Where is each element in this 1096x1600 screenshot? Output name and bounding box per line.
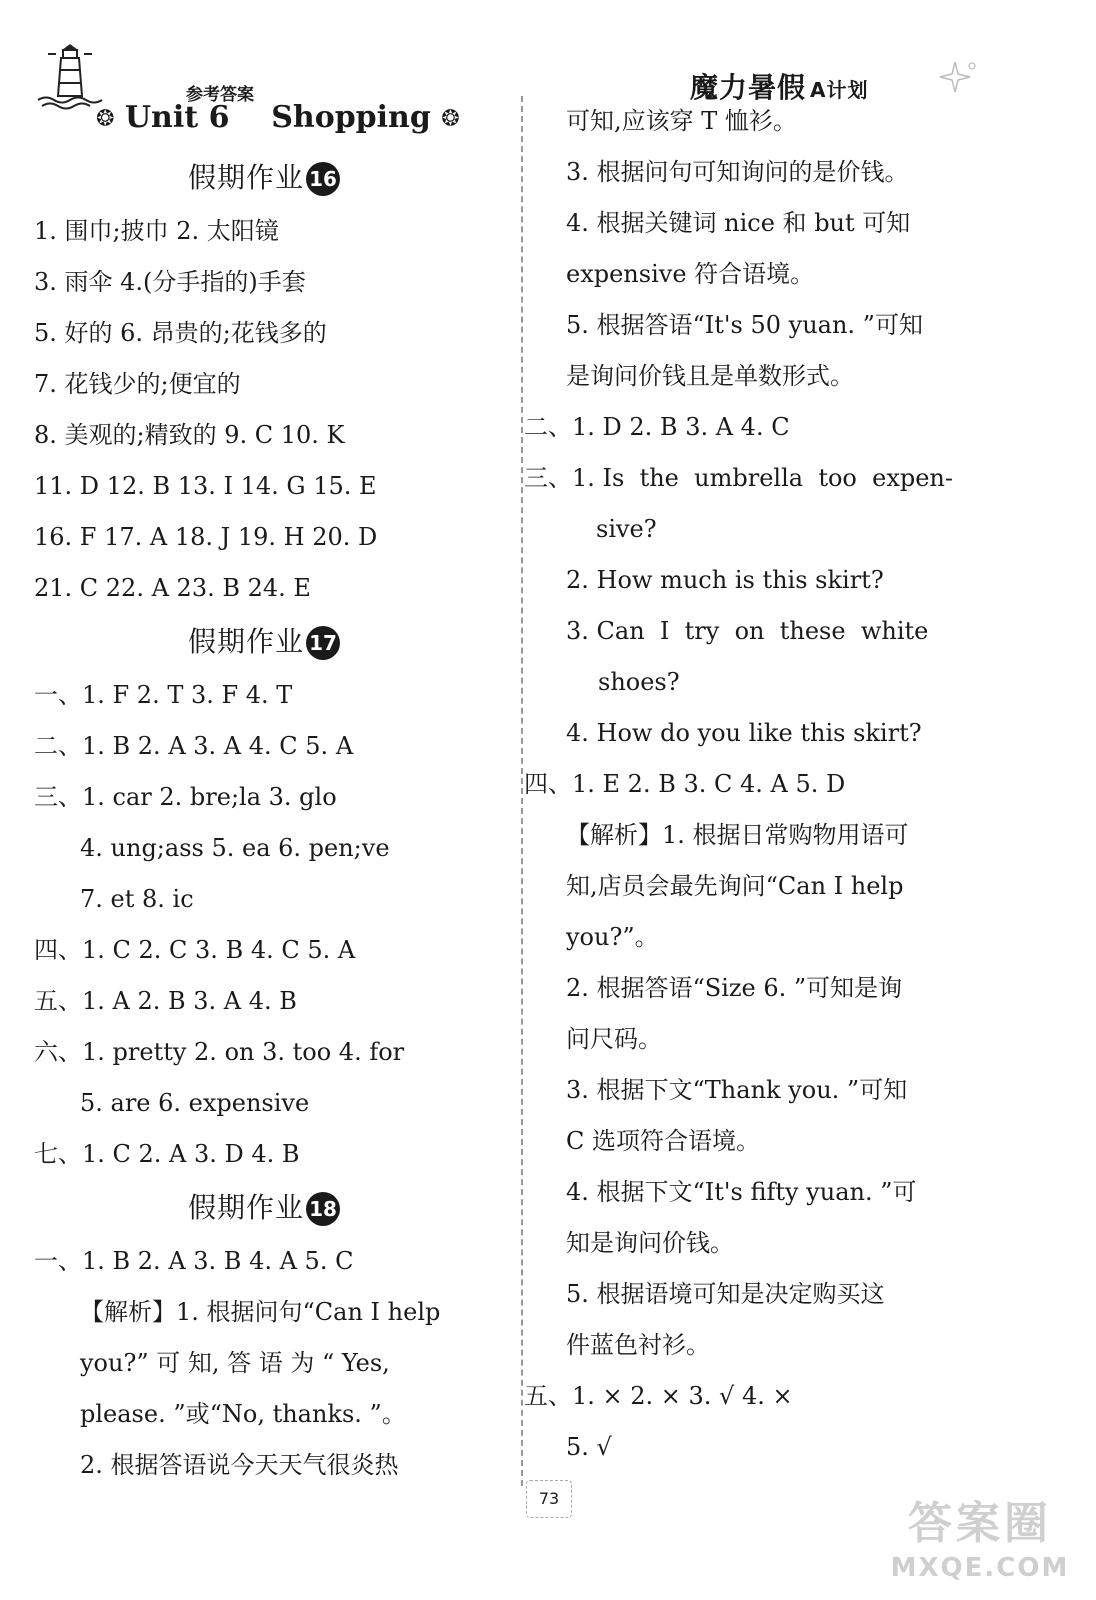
brand-name: 魔力暑假: [690, 71, 807, 104]
section-number-badge: 17: [306, 626, 340, 660]
unit-title: [96, 100, 460, 135]
answer-line: you?” 可 知, 答 语 为 “ Yes,: [80, 1349, 390, 1377]
answer-line: 5. are 6. expensive: [80, 1089, 310, 1117]
section-title-16: 假期作业 16: [34, 150, 494, 206]
answer-line: 件蓝色衬衫。: [566, 1331, 710, 1359]
answer-line: 5. 根据语境可知是决定购买这: [566, 1280, 885, 1308]
answer-line: 五、1. × 2. × 3. √ 4. ×: [524, 1382, 793, 1410]
answer-line: 知,店员会最先询问“Can I help: [566, 872, 904, 900]
answer-line: 3. 雨伞 4.(分手指的)手套: [34, 268, 306, 296]
answer-line: 知是询问价钱。: [566, 1229, 734, 1257]
watermark-text: 答案圈: [908, 1498, 1052, 1549]
answer-line: you?”。: [566, 923, 659, 951]
answer-line: 5. √: [566, 1433, 612, 1461]
answer-line: 四、1. E 2. B 3. C 4. A 5. D: [524, 770, 846, 798]
answer-line: 问尺码。: [566, 1025, 662, 1053]
section-number-badge: 18: [306, 1192, 340, 1226]
answer-line: 三、1. Is the umbrella too expen-: [524, 464, 953, 492]
answer-line: 【解析】1. 根据日常购物用语可: [566, 821, 909, 849]
answer-line: 4. ung;ass 5. ea 6. pen;ve: [80, 834, 390, 862]
brand-plan: A计划: [810, 78, 869, 102]
answer-line: 三、1. car 2. bre;la 3. glo: [34, 783, 337, 811]
answer-line: C 选项符合语境。: [566, 1127, 760, 1155]
answer-line: 四、1. C 2. C 3. B 4. C 5. A: [34, 936, 356, 964]
section-title-17: 假期作业 17: [34, 614, 494, 670]
answer-line: 六、1. pretty 2. on 3. too 4. for: [34, 1038, 405, 1066]
answer-line: 五、1. A 2. B 3. A 4. B: [34, 987, 297, 1015]
answer-line: 7. 花钱少的;便宜的: [34, 370, 241, 398]
answer-line: sive?: [596, 515, 657, 543]
sun-icon: ❂: [96, 106, 115, 132]
answer-line: 4. How do you like this skirt?: [566, 719, 922, 747]
answer-line: 5. 根据答语“It's 50 yuan. ”可知: [566, 311, 923, 339]
answer-line: 4. 根据下文“It's fifty yuan. ”可: [566, 1178, 917, 1206]
answer-line: 2. 根据答语“Size 6. ”可知是询: [566, 974, 903, 1002]
answer-line: 4. 根据关键词 nice 和 but 可知: [566, 209, 911, 237]
answer-line: 一、1. F 2. T 3. F 4. T: [34, 681, 293, 709]
right-column: [524, 96, 974, 1473]
answer-line: 1. 围巾;披巾 2. 太阳镜: [34, 217, 279, 245]
answer-line: please. ”或“No, thanks. ”。: [80, 1400, 406, 1428]
answer-line: 是询问价钱且是单数形式。: [566, 362, 854, 390]
answer-line: 二、1. D 2. B 3. A 4. C: [524, 413, 790, 441]
answer-line: 一、1. B 2. A 3. B 4. A 5. C: [34, 1247, 354, 1275]
answer-line: 21. C 22. A 23. B 24. E: [34, 574, 311, 602]
page-number: 73: [526, 1480, 572, 1518]
watermark-url: MXQE.COM: [890, 1553, 1070, 1583]
answer-line: 3. Can I try on these white: [566, 617, 929, 645]
answer-line: 七、1. C 2. A 3. D 4. B: [34, 1140, 300, 1168]
column-divider: [521, 96, 523, 1486]
answer-line: 二、1. B 2. A 3. A 4. C 5. A: [34, 732, 354, 760]
answer-line: 可知,应该穿 T 恤衫。: [566, 107, 797, 135]
section-number-badge: 16: [306, 162, 340, 196]
answer-line: shoes?: [598, 668, 680, 696]
answer-line: 2. 根据答语说今天天气很炎热: [80, 1451, 399, 1479]
reference-answers-label: 参考答案: [186, 85, 254, 105]
left-column: [34, 150, 494, 1491]
unit-title-text: Unit 6 Shopping: [124, 100, 431, 135]
sun-icon: ❂: [441, 106, 460, 132]
watermark: [880, 1496, 1080, 1596]
answer-line: 【解析】1. 根据问句“Can I help: [80, 1298, 441, 1326]
answer-line: 16. F 17. A 18. J 19. H 20. D: [34, 523, 378, 551]
answer-line: 11. D 12. B 13. I 14. G 15. E: [34, 472, 377, 500]
answer-line: 7. et 8. ic: [80, 885, 194, 913]
answer-line: 3. 根据问句可知询问的是价钱。: [566, 158, 909, 186]
answer-line: 8. 美观的;精致的 9. C 10. K: [34, 421, 345, 449]
answer-line: expensive 符合语境。: [566, 260, 815, 288]
sparkle-icon: [930, 58, 980, 98]
answer-line: 3. 根据下文“Thank you. ”可知: [566, 1076, 908, 1104]
section-title-18: 假期作业 18: [34, 1180, 494, 1236]
answer-line: 5. 好的 6. 昂贵的;花钱多的: [34, 319, 327, 347]
answer-line: 2. How much is this skirt?: [566, 566, 884, 594]
